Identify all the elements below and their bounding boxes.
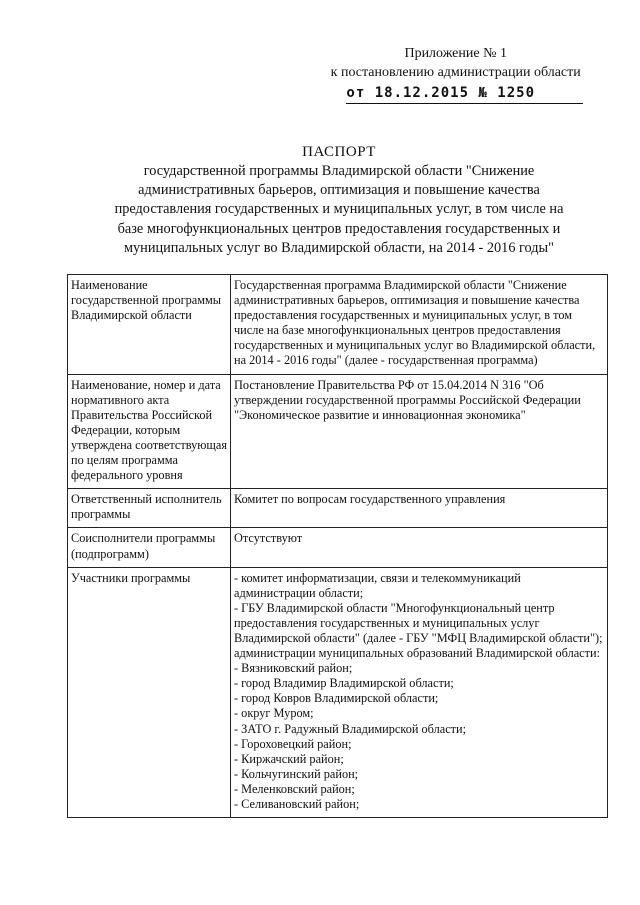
appendix-header — [328, 44, 583, 104]
resolution-reference — [328, 84, 583, 104]
table-row — [68, 275, 608, 375]
list-item: - ГБУ Владимирской области "Многофункциональный центр предоставления государственных и муниципальных услуг Владимирской области" (далее - ГБУ "МФЦ Владимирской области"); — [234, 600, 603, 645]
list-item: - город Владимир Владимирской области; — [234, 676, 454, 691]
row-label: Участники программы — [68, 567, 231, 818]
table-row — [68, 528, 608, 567]
table-row — [68, 374, 608, 489]
document-heading — [100, 143, 578, 258]
row-value: Отсутствуют — [231, 528, 608, 567]
row-value: Комитет по вопросам государственного управления — [231, 489, 608, 528]
list-item: администрации муниципальных образований Владимирской области: — [234, 646, 600, 661]
list-item: - ЗАТО г. Радужный Владимирской области; — [234, 721, 467, 736]
table-row — [68, 489, 608, 528]
list-item: - Селивановский район; — [234, 797, 360, 811]
row-label: Соисполнители программы (подпрограмм) — [68, 528, 231, 567]
list-item: - Гороховецкий район; — [234, 736, 352, 751]
row-value: Государственная программа Владимирской области "Снижение административных барьеров, оптимизация и повышение качества предоставления государственных и муниципальных услуг, в том числе на базе многофункциональных центров предоставления государственных и муниципальных услуг во Владимирской области, на 2014 - 2016 годы" (далее - государственная программа) — [231, 275, 608, 375]
list-item: - округ Муром; — [234, 706, 314, 721]
resolution-number: от 18.12.2015 № 1250 — [346, 84, 583, 104]
list-item: - Кольчугинский район; — [234, 766, 359, 781]
participants-list — [231, 567, 608, 818]
row-value: Постановление Правительства РФ от 15.04.2014 N 316 "Об утверждении государственной программы Российской Федерации "Экономическое развитие и инновационная экономика" — [231, 374, 608, 489]
program-name-heading: государственной программы Владимирской области "Снижение административных барьеров, оптимизация и повышение качества предоставления государственных и муниципальных услуг, в том числе на базе многофункциональных центров предоставления государственных и муниципальных услуг во Владимирской области, на 2014 - 2016 годы" — [114, 163, 564, 256]
passport-table — [67, 274, 608, 818]
appendix-subtitle: к постановлению администрации области — [330, 65, 581, 80]
list-item: - Меленковский район; — [234, 781, 355, 796]
table-row-participants — [68, 567, 608, 818]
list-item: - Вязниковский район; — [234, 661, 353, 676]
row-label: Ответственный исполнитель программы — [68, 489, 231, 528]
row-label: Наименование, номер и дата нормативного акта Правительства Российской Федерации, которым утверждена соответствующая по целям программа федерального уровня — [68, 374, 231, 489]
row-label: Наименование государственной программы Владимирской области — [68, 275, 231, 375]
list-item: - город Ковров Владимирской области; — [234, 691, 439, 706]
list-item: - Киржачский район; — [234, 751, 344, 766]
appendix-title: Приложение № 1 — [404, 46, 507, 61]
page-title: ПАСПОРТ — [302, 144, 376, 160]
list-item: - комитет информатизации, связи и телекоммуникаций администрации области; — [234, 570, 521, 600]
